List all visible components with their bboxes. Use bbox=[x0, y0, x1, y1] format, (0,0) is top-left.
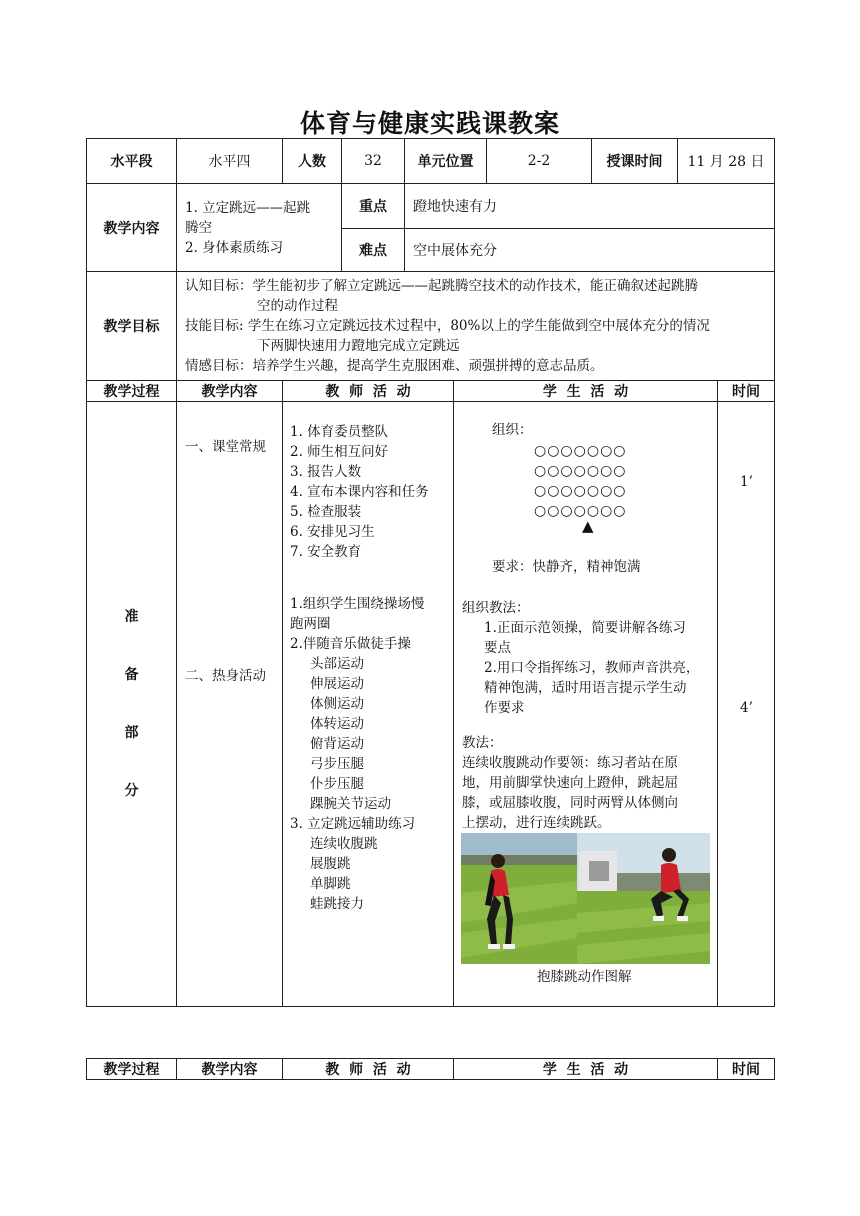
col-process-2: 教学过程 bbox=[86, 1058, 177, 1080]
difficulty-value: 空中展体充分 bbox=[404, 228, 775, 272]
method-block bbox=[462, 598, 699, 718]
org-label: 组织： bbox=[492, 422, 533, 438]
key-label: 重点 bbox=[341, 183, 405, 229]
exercise-item: 体侧运动 bbox=[310, 696, 364, 712]
col-teacher-2: 教 师 活 动 bbox=[282, 1058, 454, 1080]
formation-row: ○○○○○○○ bbox=[534, 503, 627, 519]
col-time-2: 时间 bbox=[717, 1058, 775, 1080]
teach-block bbox=[462, 733, 678, 833]
jump-photo-right bbox=[577, 833, 710, 964]
level-value: 水平四 bbox=[176, 138, 283, 184]
unit-value: 2-2 bbox=[486, 138, 592, 184]
goal-line: 下两脚快速用力蹬地完成立定跳远 bbox=[257, 338, 460, 354]
part-char: 准 bbox=[124, 609, 139, 625]
teach-line: 上摆动，进行连续跳跃。 bbox=[462, 815, 611, 831]
teacher-step: 2. 师生相互问好 bbox=[290, 444, 389, 460]
formation-row: ○○○○○○○ bbox=[534, 483, 627, 499]
exercise-item: 蛙跳接力 bbox=[310, 896, 364, 912]
teach-line: 地，用前脚掌快速向上蹬伸，跳起屈 bbox=[462, 775, 678, 791]
count-label: 人数 bbox=[282, 138, 342, 184]
method-line: 1.正面示范领操，简要讲解各练习 bbox=[484, 620, 686, 636]
goal-line: 情感目标：培养学生兴趣，提高学生克服困难、顽强拼搏的意志品质。 bbox=[185, 358, 604, 374]
teacher-step: 7. 安全教育 bbox=[290, 544, 362, 560]
col-content-2: 教学内容 bbox=[176, 1058, 283, 1080]
method-line: 要点 bbox=[484, 640, 511, 656]
teacher-step: 1.组织学生围绕操场慢 bbox=[290, 596, 425, 612]
teacher-step: 跑两圈 bbox=[290, 616, 331, 632]
part-char: 部 bbox=[124, 725, 139, 741]
goal-line: 技能目标: 学生在练习立定跳远技术过程中，80%以上的学生能做到空中展体充分的情况 bbox=[185, 318, 710, 334]
exercise-item: 单脚跳 bbox=[310, 876, 351, 892]
teach-line: 连续收腹跳动作要领：练习者站在原 bbox=[462, 755, 678, 771]
exercise-item: 展腹跳 bbox=[310, 856, 351, 872]
col-content: 教学内容 bbox=[176, 380, 283, 402]
teacher-step: 6. 安排见习生 bbox=[290, 524, 375, 540]
goals-text bbox=[176, 271, 775, 381]
teacher-step: 2.伴随音乐做徒手操 bbox=[290, 636, 411, 652]
part-char: 分 bbox=[124, 783, 139, 799]
col-time: 时间 bbox=[717, 380, 775, 402]
date-value: 11 月 28 日 bbox=[677, 138, 775, 184]
teach-line: 膝，或屈膝收腹，同时两臂从体侧向 bbox=[462, 795, 678, 811]
exercise-item: 连续收腹跳 bbox=[310, 836, 378, 852]
method-label: 组织教法： bbox=[462, 600, 530, 616]
time-warmup: 4’ bbox=[740, 700, 753, 716]
content-item: 1. 立定跳远——起跳 bbox=[185, 199, 311, 216]
exercise-item: 踝腕关节运动 bbox=[310, 796, 391, 812]
teacher-step: 5. 检查服装 bbox=[290, 504, 362, 520]
teach-label: 教法： bbox=[462, 735, 503, 751]
content-cell bbox=[176, 401, 283, 1007]
exercise-item: 弓步压腿 bbox=[310, 756, 364, 772]
goal-line: 认知目标：学生能初步了解立定跳远——起跳腾空技术的动作技术，能正确叙述起跳腾 bbox=[185, 278, 698, 294]
col-process: 教学过程 bbox=[86, 380, 177, 402]
exercise-item: 俯背运动 bbox=[310, 736, 364, 752]
content-warmup: 二、热身活动 bbox=[185, 668, 266, 684]
photo-caption: 抱膝跳动作图解 bbox=[537, 969, 632, 985]
col-student: 学 生 活 动 bbox=[453, 380, 718, 402]
exercise-item: 仆步压腿 bbox=[310, 776, 364, 792]
teacher-position-icon: ▲ bbox=[582, 517, 594, 535]
formation-diagram bbox=[534, 441, 627, 521]
jump-photo-left bbox=[461, 833, 577, 964]
method-line: 2.用口令指挥练习，教师声音洪亮， bbox=[484, 660, 700, 676]
content-item: 2. 身体素质练习 bbox=[185, 239, 284, 256]
count-value: 32 bbox=[341, 138, 405, 184]
formation-row: ○○○○○○○ bbox=[534, 443, 627, 459]
formation-row: ○○○○○○○ bbox=[534, 463, 627, 479]
teacher-step: 1. 体育委员整队 bbox=[290, 424, 389, 440]
content-items bbox=[176, 183, 342, 272]
difficulty-label: 难点 bbox=[341, 228, 405, 272]
teacher-routine-list bbox=[290, 422, 429, 562]
exercise-item: 体转运动 bbox=[310, 716, 364, 732]
content-label: 教学内容 bbox=[86, 183, 177, 272]
part-label bbox=[86, 401, 177, 1007]
page-title: 体育与健康实践课教案 bbox=[299, 109, 560, 138]
student-requirement: 要求：快静齐，精神饱满 bbox=[492, 559, 641, 575]
method-line: 精神饱满，适时用语言提示学生动 bbox=[484, 680, 687, 696]
content-routine: 一、课堂常规 bbox=[185, 439, 266, 455]
teacher-warmup-list bbox=[290, 594, 424, 914]
level-label: 水平段 bbox=[86, 138, 177, 184]
teacher-step: 3. 立定跳远辅助练习 bbox=[290, 816, 416, 832]
teacher-step: 3. 报告人数 bbox=[290, 464, 362, 480]
goals-label: 教学目标 bbox=[86, 271, 177, 381]
method-line: 作要求 bbox=[484, 700, 525, 716]
time-routine: 1’ bbox=[740, 474, 753, 490]
content-item: 腾空 bbox=[185, 219, 212, 236]
teacher-step: 4. 宣布本课内容和任务 bbox=[290, 484, 429, 500]
col-student-2: 学 生 活 动 bbox=[453, 1058, 718, 1080]
key-value: 蹬地快速有力 bbox=[404, 183, 775, 229]
exercise-item: 伸展运动 bbox=[310, 676, 364, 692]
goal-line: 空的动作过程 bbox=[257, 298, 338, 314]
date-label: 授课时间 bbox=[591, 138, 678, 184]
exercise-item: 头部运动 bbox=[310, 656, 364, 672]
part-char: 备 bbox=[124, 667, 139, 683]
col-teacher: 教 师 活 动 bbox=[282, 380, 454, 402]
unit-label: 单元位置 bbox=[404, 138, 487, 184]
